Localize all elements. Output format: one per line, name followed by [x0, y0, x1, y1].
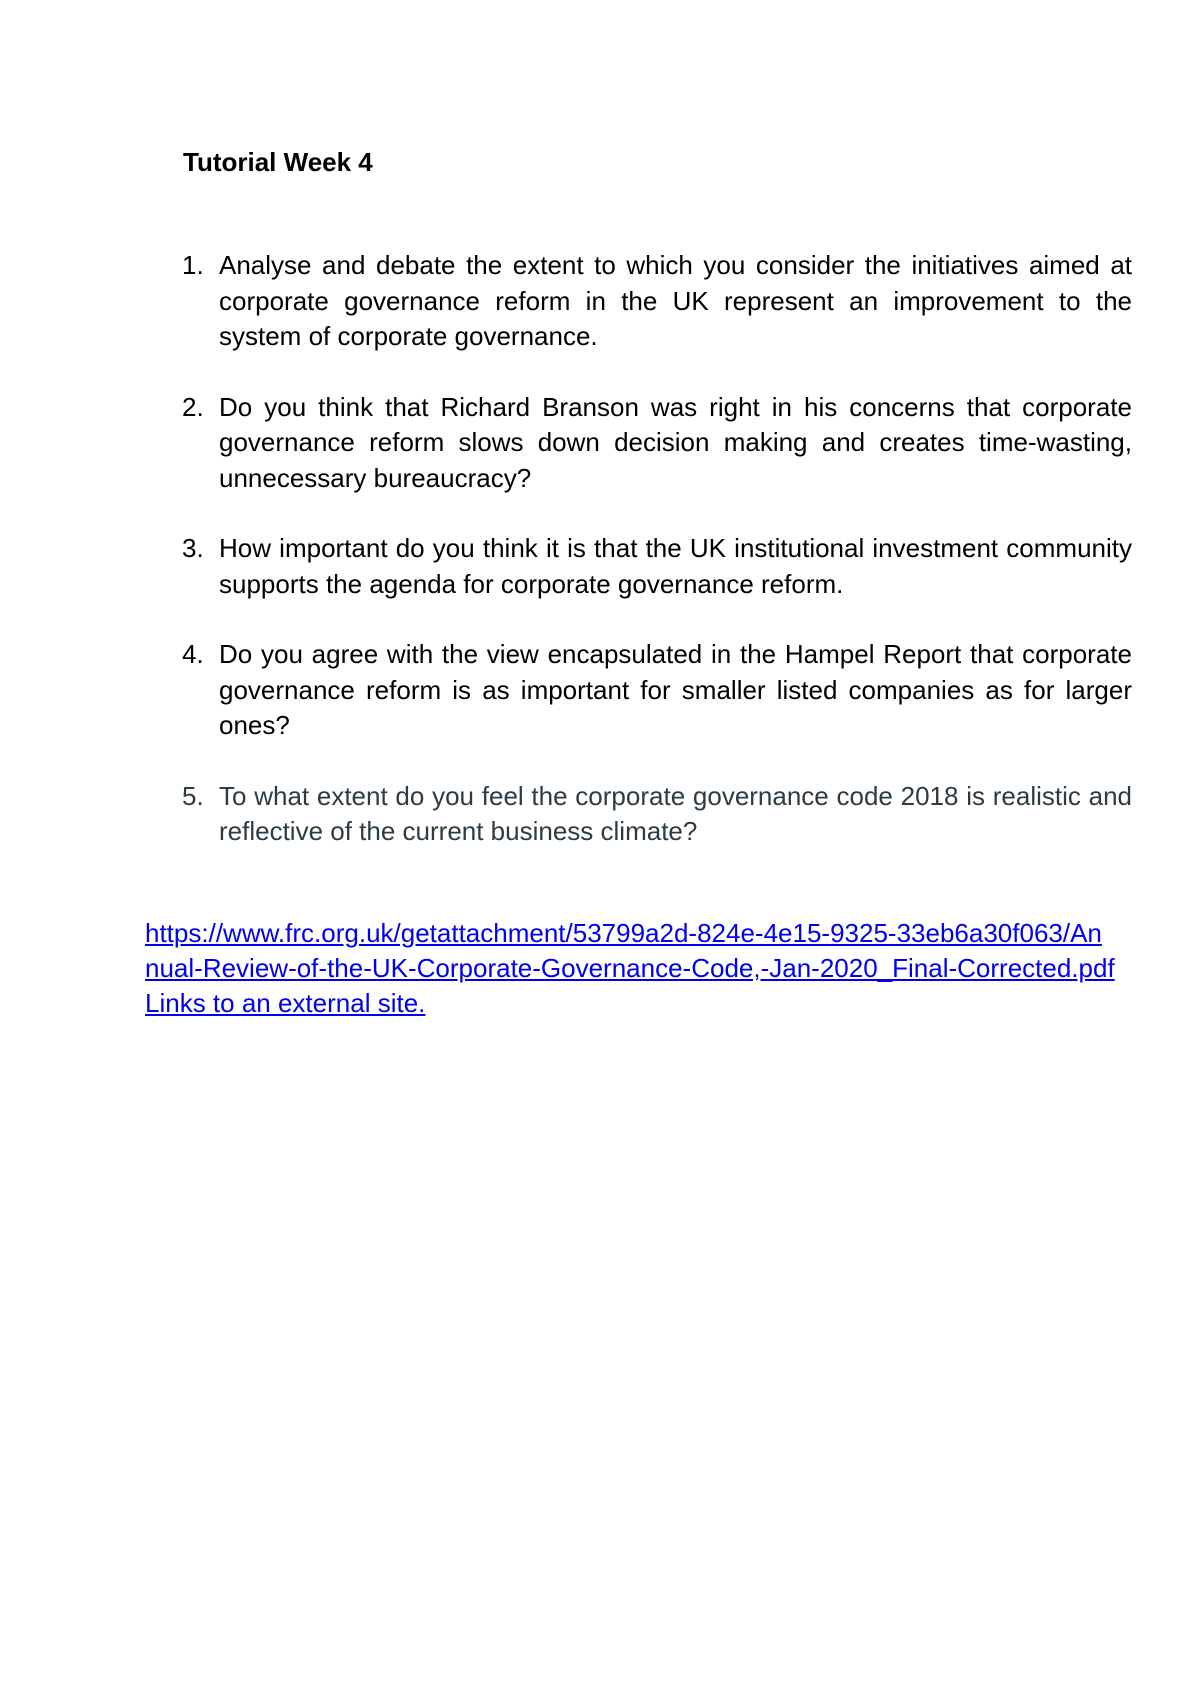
question-item-4 — [182, 637, 1132, 744]
question-list — [182, 248, 1132, 885]
question-item-2 — [182, 390, 1132, 497]
question-item-3 — [182, 531, 1132, 602]
question-item-1 — [182, 248, 1132, 355]
question-number: 4. — [182, 639, 204, 669]
external-reference-link[interactable]: https://www.frc.org.uk/getattachment/53799a2d-824e-4e15-9325-33eb6a30f063/Annual-Review-of-the-UK-Corporate-Governance-Code,-Jan-2020_Final-Corrected.pdfLinks to an external site. — [145, 918, 1115, 1018]
question-number: 5. — [182, 780, 204, 811]
page-title: Tutorial Week 4 — [183, 147, 373, 177]
question-number: 3. — [182, 533, 204, 563]
question-text: Do you agree with the view encapsulated in the Hampel Report that corporate governance reform is as important for smaller listed companies as for larger ones? — [219, 639, 1132, 740]
question-item-5 — [182, 779, 1132, 850]
question-text: How important do you think it is that the UK institutional investment community supports the agenda for corporate governance reform. — [219, 533, 1132, 599]
question-text: To what extent do you feel the corporate governance code 2018 is realistic and reflective of the current business climate? — [219, 780, 1132, 846]
question-text: Do you think that Richard Branson was right in his concerns that corporate governance reform slows down decision making and creates time-wasting, unnecessary bureaucracy? — [219, 391, 1132, 493]
question-text: Analyse and debate the extent to which you consider the initiatives aimed at corporate governance reform in the UK represent an improvement to the system of corporate governance. — [219, 250, 1132, 351]
question-number: 2. — [182, 391, 204, 422]
question-number: 1. — [182, 250, 204, 280]
